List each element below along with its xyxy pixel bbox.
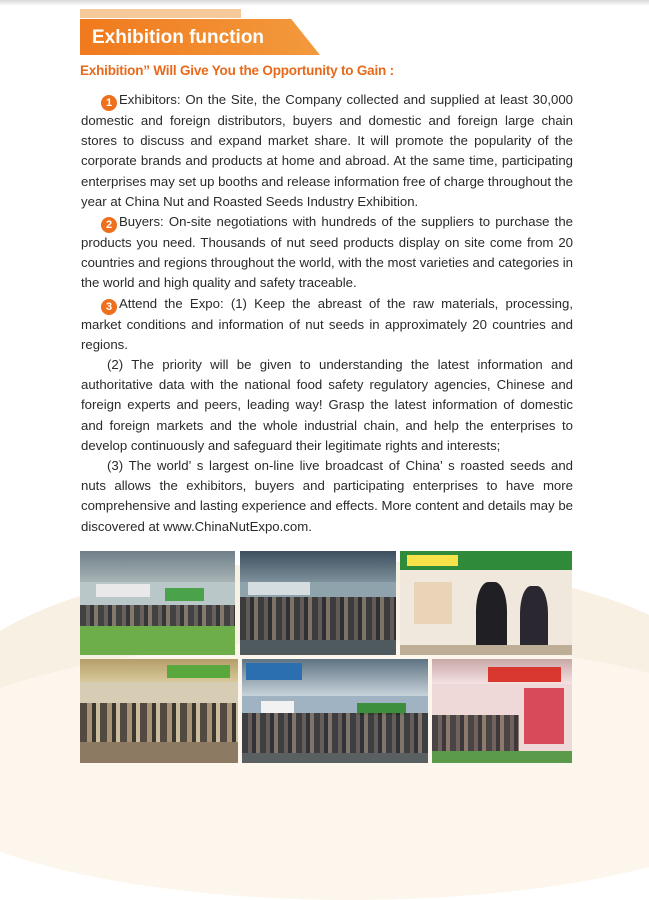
item-text: Attend the Expo: (1) Keep the abreast of the raw materials, processing, market conditions and information of nut seeds in approximately 20 countries and regions. bbox=[81, 295, 573, 352]
top-border bbox=[0, 0, 649, 6]
booth-interview-photo-3 bbox=[400, 551, 572, 655]
header-decoration bbox=[80, 9, 241, 18]
number-badge: 2 bbox=[101, 217, 117, 233]
paragraph-broadcast: (3) The world’ s largest on-line live broadcast of China’ s roasted seeds and nuts allows the exhibitors, buyers and participating enterprises to have more comprehensive and lasting experience and effects. More content and details may be discovered at www.ChinaNutExpo.com. bbox=[81, 458, 573, 534]
exhibition-crowd-photo-2 bbox=[240, 551, 396, 655]
body-text bbox=[81, 90, 573, 537]
item-text: Exhibitors: On the Site, the Company collected and supplied at least 30,000 domestic and foreign distributors, buyers and domestic and foreign large chain stores to discuss and expand market share. It will promote the popularity of the corporate brands and products at home and abroad. At the same time, participating enterprises may set up booths and release information free of charge throughout the year at China Nut and Roasted Seeds Industry Exhibition. bbox=[81, 92, 573, 209]
exhibition-hall-photo-5 bbox=[242, 659, 428, 763]
item-attend-expo bbox=[81, 294, 573, 355]
number-badge: 3 bbox=[101, 299, 117, 315]
item-text: Buyers: On-site negotiations with hundreds of the suppliers to purchase the products you need. Thousands of nut seed products display on site come from 20 countries and regions throughout the world, with the most varieties and categories in the world and high quality and safety traceable. bbox=[81, 214, 573, 291]
item-exhibitors bbox=[81, 90, 573, 212]
product-display-photo-4 bbox=[80, 659, 238, 763]
booth-aisle-photo-6 bbox=[432, 659, 572, 763]
paragraph-priority: (2) The priority will be given to understanding the latest information and authoritative data with the national food safety regulatory agencies, Chinese and foreign experts and peers, leading way! Grasp the latest information of domestic and foreign markets and the whole industrial chain, and help the enterprises to develop continuously and safeguard their legitimate rights and interests; bbox=[81, 357, 573, 453]
page-subtitle: Exhibition” Will Give You the Opportunity to Gain : bbox=[80, 63, 394, 78]
item-buyers bbox=[81, 212, 573, 294]
exhibition-hall-photo-1 bbox=[80, 551, 235, 655]
page-title: Exhibition function bbox=[92, 27, 265, 48]
number-badge: 1 bbox=[101, 95, 117, 111]
